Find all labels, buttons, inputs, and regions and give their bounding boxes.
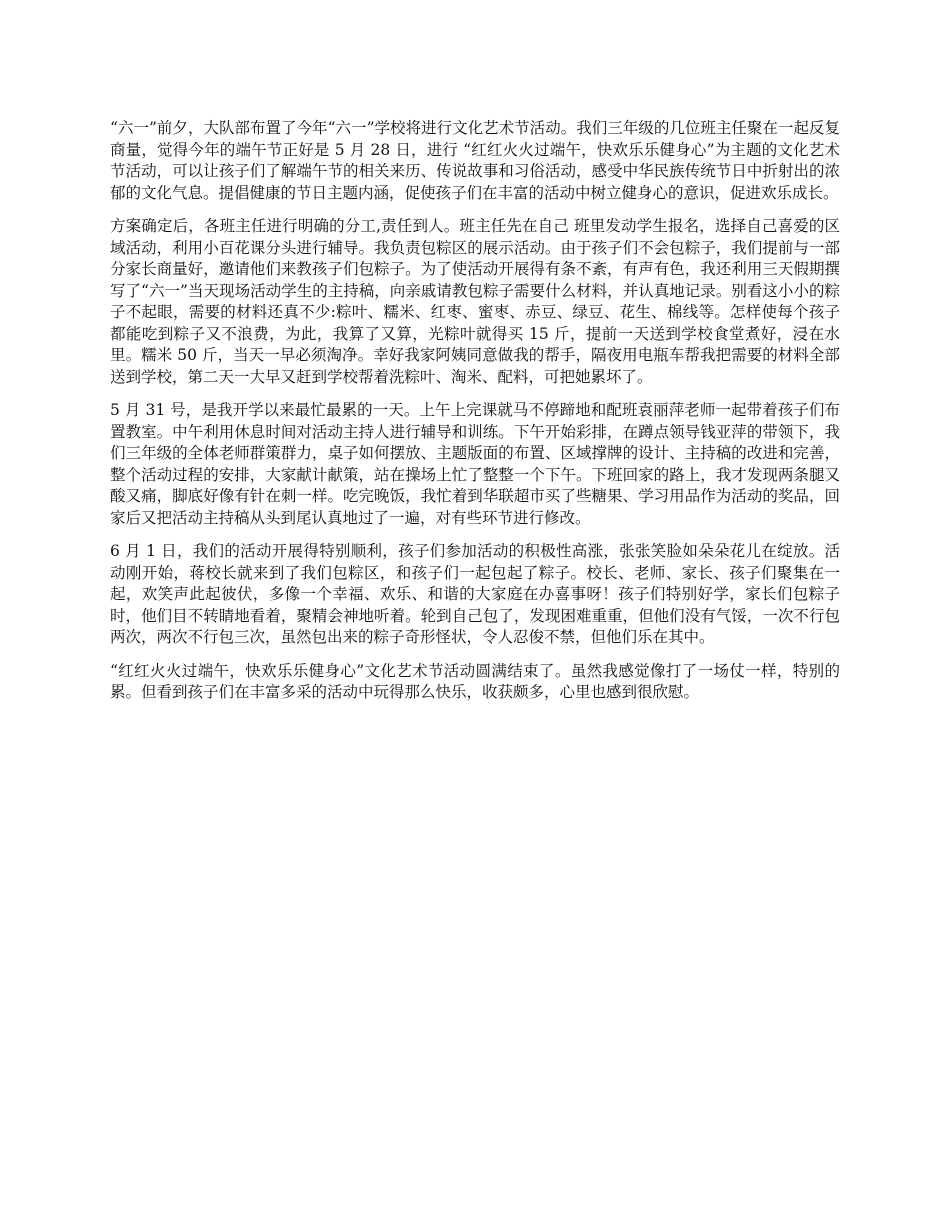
document-body [110,118,840,716]
paragraph-may-31: 5 月 31 号，是我开学以来最忙最累的一天。上午上完课就马不停蹄地和配班袁丽萍老师一起带着孩子们布置教室。中午利用休息时间对活动主持人进行辅导和训练。下午开始彩排，在蹲点领导钱亚萍的带领下，我们三年级的全体老师群策群力，桌子如何摆放、主题版面的布置、区域撑牌的设计、主持稿的改进和完善，整个活动过程的安排，大家献计献策，站在操场上忙了整整一个下午。下班回家的路上，我才发现两条腿又酸又痛，脚底好像有针在刺一样。吃完晚饭，我忙着到华联超市买了些糖果、学习用品作为活动的奖品，回家后又把活动主持稿从头到尾认真地过了一遍，对有些环节进行修改。 [110,401,840,527]
paragraph-june-1: 6 月 1 日，我们的活动开展得特别顺利，孩子们参加活动的积极性高涨，张张笑脸如朵朵花儿在绽放。活动刚开始，蒋校长就来到了我们包粽区，和孩子们一起包起了粽子。校长、老师、家长、孩子们聚集在一起，欢笑声此起彼伏，多像一个幸福、欢乐、和谐的大家庭在办喜事呀！孩子们特别好学，家长们包粽子时，他们目不转睛地看着，聚精会神地听着。轮到自己包了，发现困难重重，但他们没有气馁，一次不行包两次，两次不行包三次，虽然包出来的粽子奇形怪状，令人忍俊不禁，但他们乐在其中。 [110,542,840,646]
paragraph-conclusion: “红红火火过端午，快欢乐乐健身心”文化艺术节活动圆满结束了。虽然我感觉像打了一场仗一样，特别的累。但看到孩子们在丰富多采的活动中玩得那么快乐，收获颇多，心里也感到很欣慰。 [110,661,840,701]
paragraph-intro: “六一”前夕，大队部布置了今年“六一”学校将进行文化艺术节活动。我们三年级的几位班主任聚在一起反复商量，觉得今年的端午节正好是 5 月 28 日，进行 “红红火火过端午，快欢乐乐健身心”为主题的文化艺术节活动，可以让孩子们了解端午节的相关来历、传说故事和习俗活动，感受中华民族传统节日中折射出的浓郁的文化气息。提倡健康的节日主题内涵，促使孩子们在丰富的活动中树立健身心的意识，促进欢乐成长。 [110,119,840,202]
paragraph-preparation: 方案确定后，各班主任进行明确的分工,责任到人。班主任先在自己 班里发动学生报名，选择自己喜爱的区域活动，利用小百花课分头进行辅导。我负责包粽区的展示活动。由于孩子们不会包粽子，我们提前与一部分家长商量好，邀请他们来教孩子们包粽子。为了使活动开展得有条不紊，有声有色，我还利用三天假期撰写了“六一”当天现场活动学生的主持稿，向亲戚请教包粽子需要什么材料，并认真地记录。别看这小小的粽子不起眼，需要的材料还真不少:粽叶、糯米、红枣、蜜枣、赤豆、绿豆、花生、棉线等。怎样使每个孩子都能吃到粽子又不浪费，为此，我算了又算，光粽叶就得买 15 斤，提前一天送到学校食堂煮好，浸在水里。糯米 50 斤，当天一早必须淘净。幸好我家阿姨同意做我的帮手，隔夜用电瓶车帮我把需要的材料全部送到学校，第二天一大早又赶到学校帮着洗粽叶、淘米、配料，可把她累坏了。 [110,217,840,386]
